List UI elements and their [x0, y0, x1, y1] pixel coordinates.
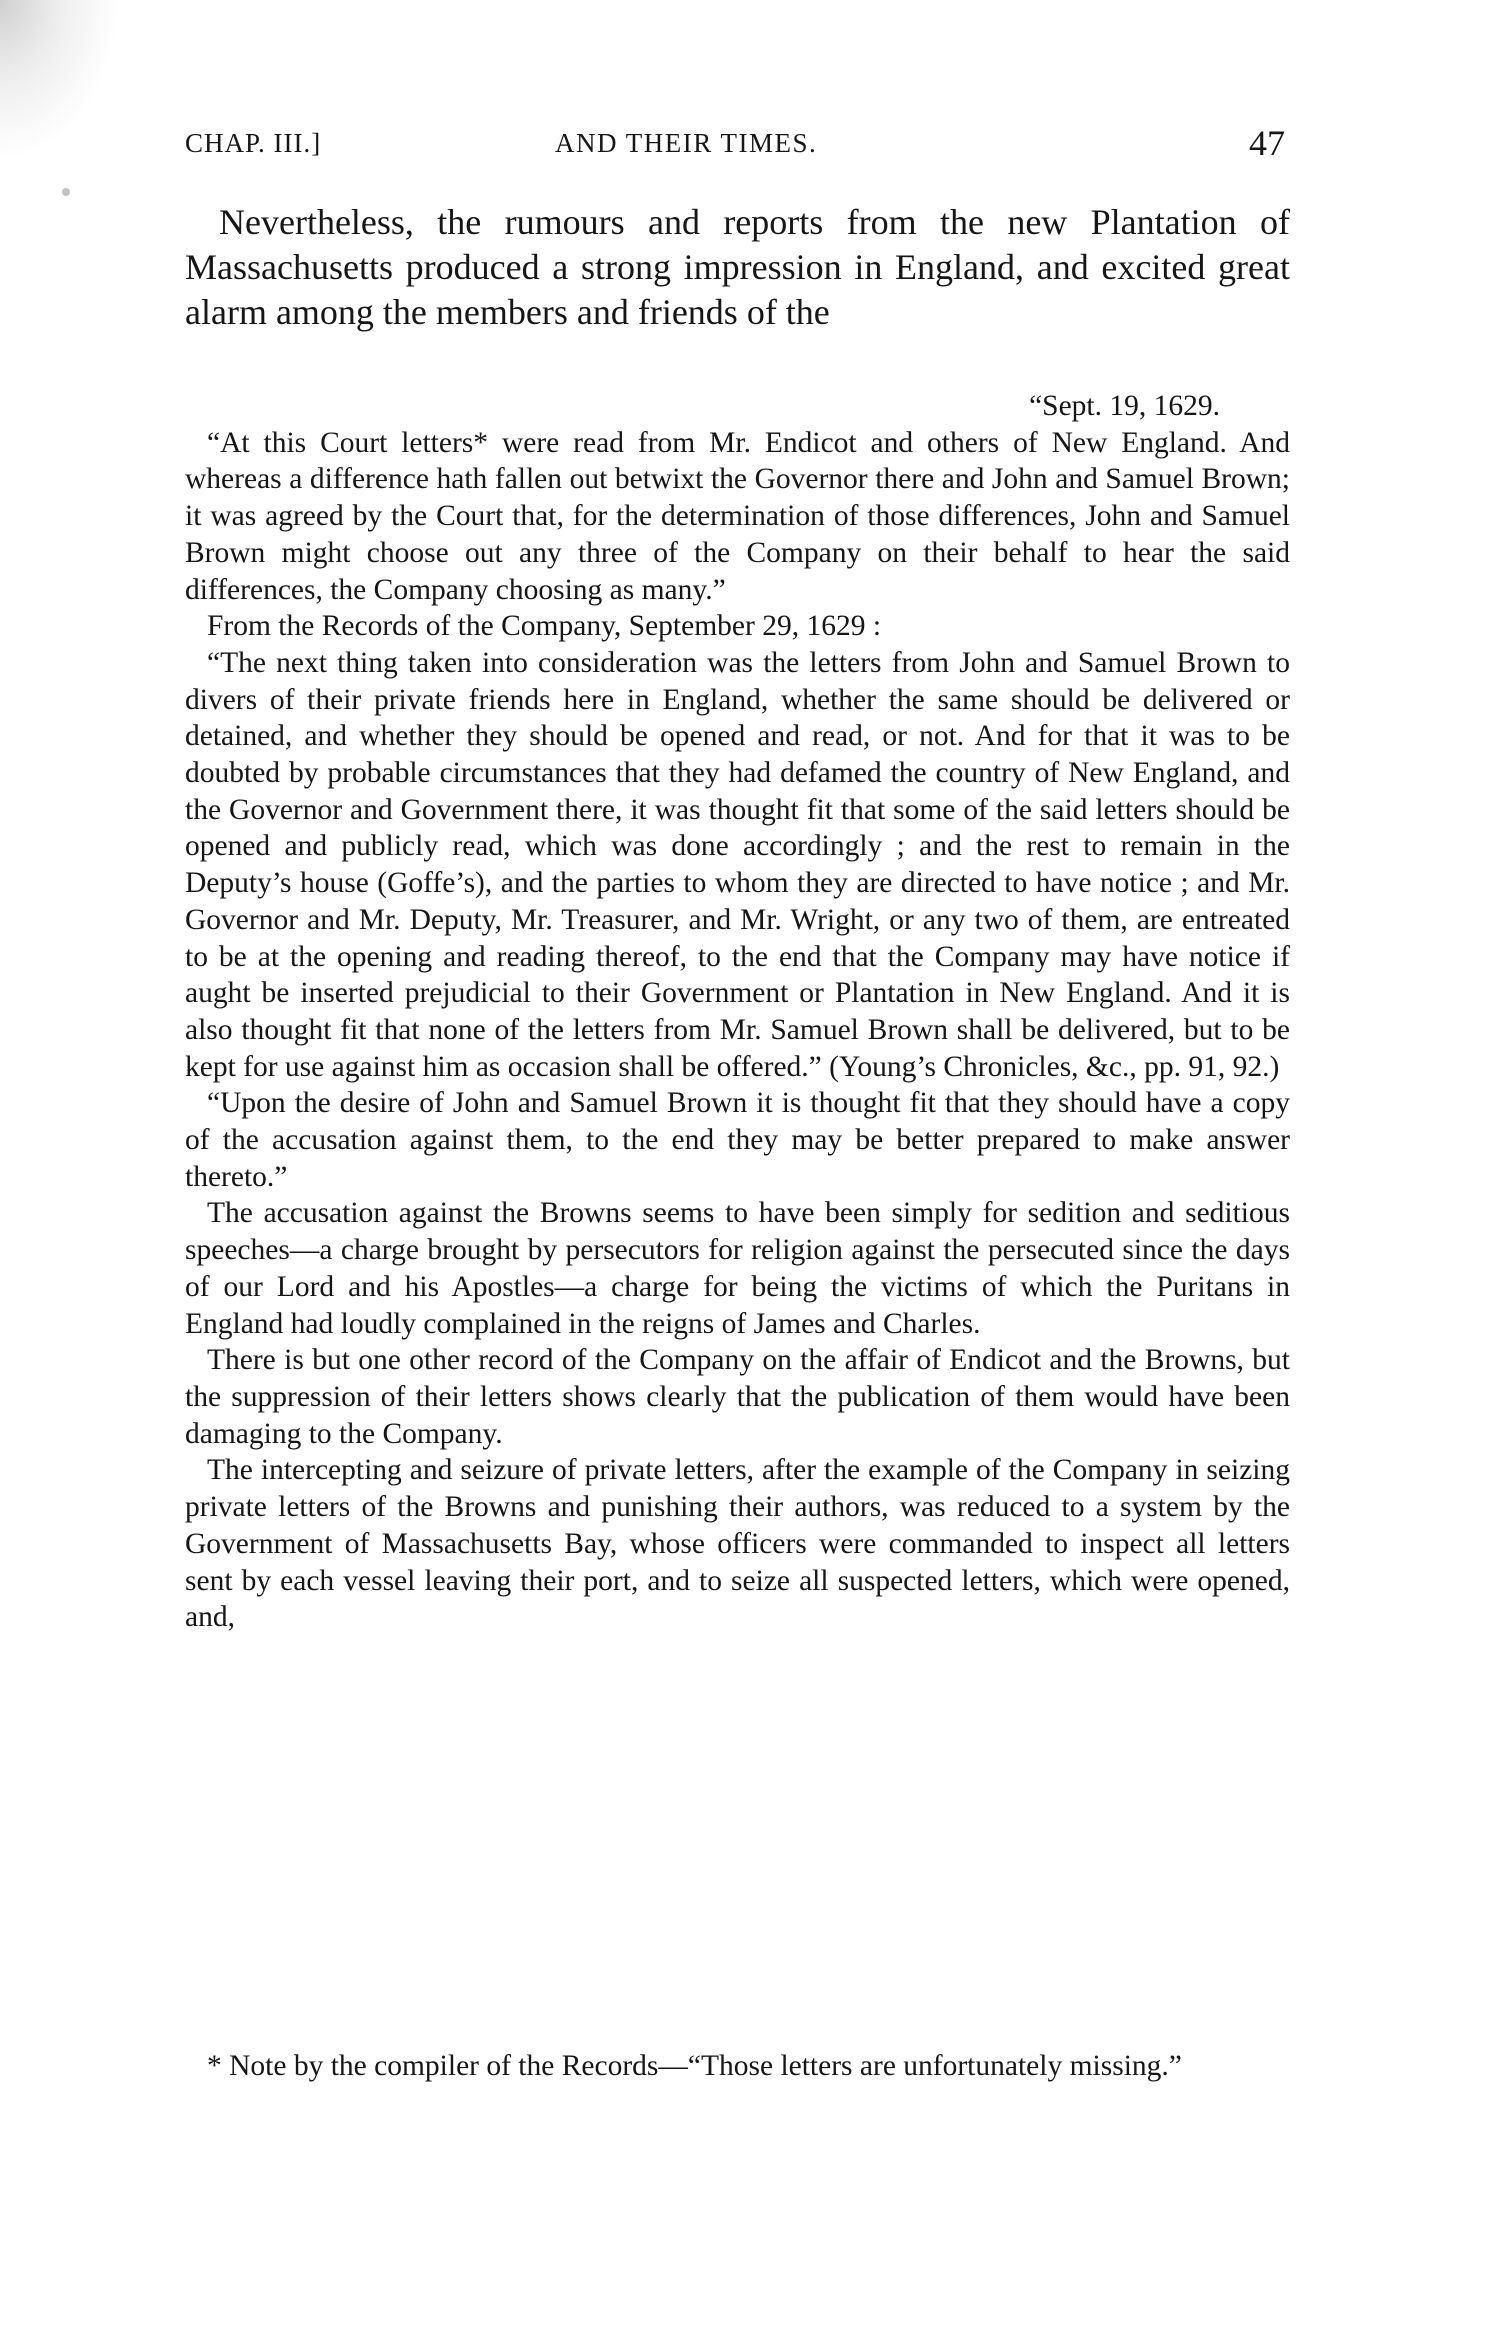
extract-paragraph: “The next thing taken into consideration was the letters from John and Samuel Brown to divers of their private friends here in England, whether the same should be delivered or detained, and whether they should be opened and read, or not. And for that it was to be doubted by probable circumstances that they had defamed the country of New England, and the Governor and Government there, it was thought fit that some of the said letters should be opened and publicly read, which was done accordingly ; and the rest to remain in the Deputy’s house (Goffe’s), and the parties to whom they are directed to have notice ; and Mr. Governor and Mr. Deputy, Mr. Treasurer, and Mr. Wright, or any two of them, are entreated to be at the opening and reading thereof, to the end that the Company may have notice if aught be inserted prejudicial to their Government or Plantation in New England. And it is also thought fit that none of the letters from Mr. Samuel Brown shall be delivered, but to be kept for use against him as occasion shall be offered.” (Young’s Chronicles, &c., pp. 91, 92.) [185, 646, 1290, 1083]
extract-paragraph: There is but one other record of the Company on the affair of Endicot and the Browns, but the suppression of their letters shows clearly that the publication of them would have been damaging to the Company. [185, 1344, 1290, 1450]
intro-block [185, 200, 1290, 335]
page-number: 47 [1249, 123, 1285, 163]
records-extract [185, 388, 1290, 1636]
intro-paragraph: Nevertheless, the rumours and reports from the new Plantation of Massachusetts produced a strong impression in England, and excited great alarm among the members and friends of the [185, 202, 1290, 332]
extract-paragraph: The intercepting and seizure of private letters, after the example of the Company in seizing private letters of the Browns and punishing their authors, was reduced to a system by the Government of Massachusetts Bay, whose officers were commanded to inspect all letters sent by each vessel leaving their port, and to seize all suspected letters, which were opened, and, [185, 1454, 1290, 1634]
footnote-text: * Note by the compiler of the Records—“Those letters are unfortunately missing.” [207, 2050, 1182, 2082]
extract-paragraph: “At this Court letters* were read from Mr. Endicot and others of New England. And whereas a difference hath fallen out betwixt the Governor there and John and Samuel Brown; it was agreed by the Court that, for the determination of those differences, John and Samuel Brown might choose out any three of the Company on their behalf to hear the said differences, the Company choosing as many.” [185, 426, 1290, 606]
footnote [185, 2048, 1290, 2084]
chapter-label: CHAP. III.] [185, 128, 322, 158]
extract-paragraph: The accusation against the Browns seems to have been simply for sedition and seditious speeches—a charge brought by persecutors for religion against the persecuted since the days of our Lord and his Apostles—a charge for being the victims of which the Puritans in England had loudly complained in the reigns of James and Charles. [185, 1197, 1290, 1340]
extract-paragraph: From the Records of the Company, September 29, 1629 : [207, 610, 882, 643]
running-header [185, 123, 1285, 168]
extract-date: “Sept. 19, 1629. [1029, 390, 1220, 422]
scan-speck [62, 188, 70, 196]
running-title: AND THEIR TIMES. [555, 128, 818, 158]
scan-edge-shadow [0, 0, 120, 160]
extract-paragraph: “Upon the desire of John and Samuel Brown it is thought fit that they should have a copy of the accusation against them, to the end they may be better prepared to make answer thereto.” [185, 1087, 1290, 1193]
